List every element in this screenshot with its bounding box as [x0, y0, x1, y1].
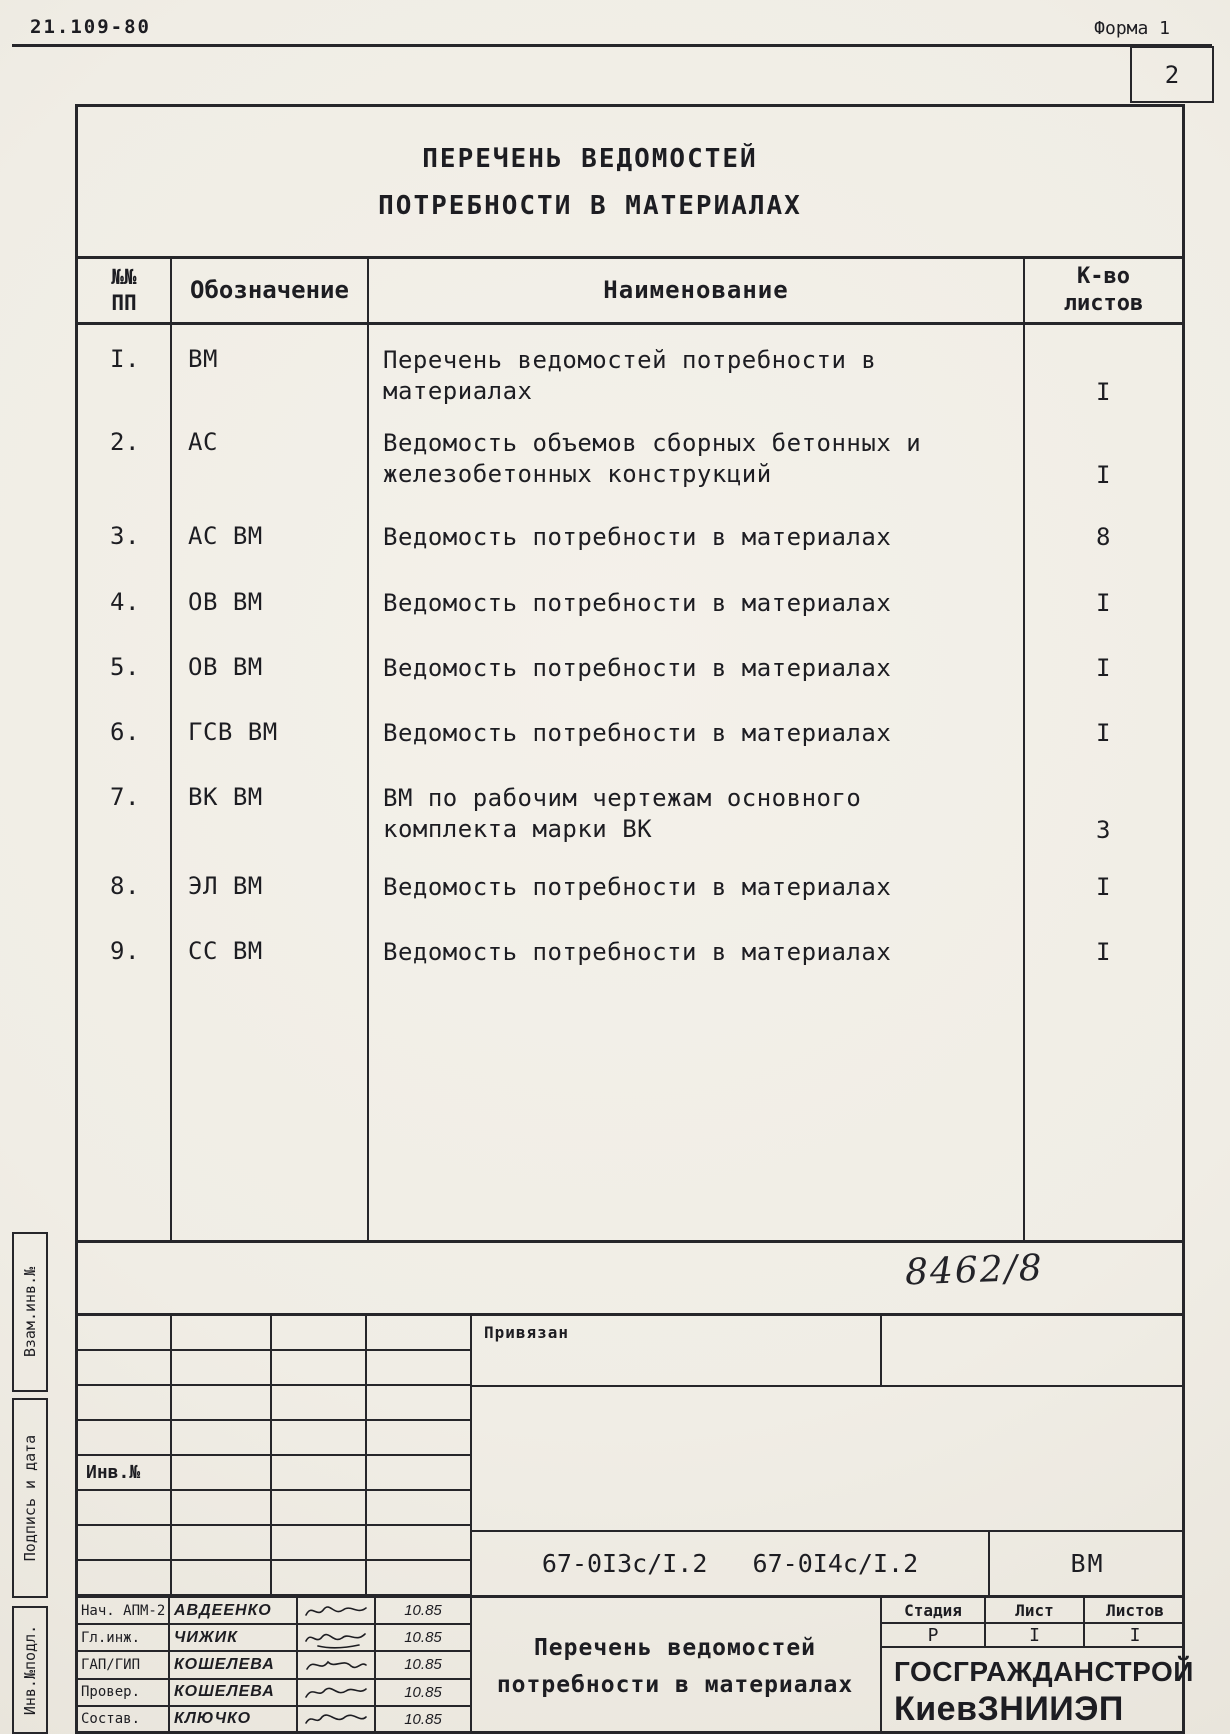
table-row	[78, 718, 1182, 749]
cell-name: Ведомость объемов сборных бетонных и железобетонных конструкций	[383, 429, 922, 488]
cell-count: I	[1096, 589, 1111, 618]
signature-scribble-icon	[298, 1625, 376, 1652]
signature-date: 10.85	[376, 1598, 470, 1625]
signature-date: 10.85	[376, 1652, 470, 1679]
cell-count: I	[1096, 938, 1111, 967]
table-row	[78, 588, 1182, 619]
table-row	[78, 522, 1182, 553]
cell-count: I	[1096, 873, 1111, 902]
table-row	[78, 937, 1182, 968]
cell-name: Ведомость потребности в материалах	[383, 873, 892, 901]
signature-role: ГАП/ГИП	[78, 1652, 170, 1679]
signature-scribble-icon	[298, 1598, 376, 1625]
cell-count: I	[1096, 719, 1111, 748]
cell-name: ВМ по рабочим чертежам основного комплекта марки ВК	[383, 784, 862, 843]
cell-designation: АС	[188, 428, 218, 456]
column-header-name: Наименование	[369, 259, 1025, 322]
cell-name: Перечень ведомостей потребности в материалах	[383, 346, 877, 405]
side-box-vzam-inv	[12, 1232, 48, 1392]
signature-date: 10.85	[376, 1680, 470, 1707]
cell-count: I	[1096, 378, 1111, 407]
table-row	[78, 872, 1182, 903]
column-header-num-line2: ПП	[111, 290, 137, 315]
column-header-num-line1: №№	[111, 265, 137, 290]
column-header-count	[1025, 259, 1182, 322]
table-row	[78, 783, 1182, 844]
cell-num: I.	[110, 345, 140, 373]
cell-name: Ведомость потребности в материалах	[383, 938, 892, 966]
cell-name: Ведомость потребности в материалах	[383, 719, 892, 747]
grid-line	[270, 1316, 272, 1595]
signature-name: КЛЮЧКО	[170, 1707, 298, 1734]
cell-designation: ВК ВМ	[188, 783, 263, 811]
sheet-column-header: Лист	[986, 1598, 1085, 1624]
signature-name: ЧИЖИК	[170, 1625, 298, 1652]
table-header-row	[78, 256, 1182, 325]
privyazan-cell	[472, 1316, 880, 1385]
doc-numbers: 67-0I3с/I.2 67-0I4с/I.2	[472, 1532, 990, 1595]
signature-role: Провер.	[78, 1680, 170, 1707]
side-label-vzam-inv: Взам.инв.№	[21, 1266, 39, 1358]
stamp-left-grid	[78, 1316, 470, 1595]
signature-scribble-icon	[298, 1707, 376, 1734]
privyazan-label: Привязан	[484, 1323, 570, 1342]
cell-designation: ГСВ ВМ	[188, 718, 278, 746]
stamp-document-title	[472, 1598, 878, 1734]
organization-name-line1: ГОСГРАЖДАНСТРОЙ	[894, 1656, 1194, 1687]
cell-count: 8	[1096, 523, 1111, 552]
column-header-designation: Обозначение	[172, 259, 369, 322]
cell-num: 2.	[110, 428, 140, 456]
doc-mark: ВМ	[1070, 1549, 1105, 1578]
side-box-podpis-data	[12, 1398, 48, 1598]
side-label-inv-podl: Инв.№подл.	[21, 1624, 39, 1716]
cell-num: 8.	[110, 872, 140, 900]
organization-name-line2: КиевЗНИИЭП	[894, 1690, 1124, 1728]
column-header-count-line1: К-во	[1077, 264, 1130, 290]
stage-column-header: Стадия	[882, 1598, 986, 1624]
cell-num: 7.	[110, 783, 140, 811]
table-row	[78, 653, 1182, 684]
grid-line	[170, 1316, 172, 1595]
grid-line	[365, 1316, 367, 1595]
table-row	[78, 345, 1182, 406]
signature-role: Нач. АПМ-2	[78, 1598, 170, 1625]
cell-designation: ОВ ВМ	[188, 653, 263, 681]
cell-name: Ведомость потребности в материалах	[383, 589, 892, 617]
signature-date: 10.85	[376, 1707, 470, 1734]
signature-role: Состав.	[78, 1707, 170, 1734]
cell-count: I	[1096, 461, 1111, 490]
top-rule	[12, 44, 1212, 47]
side-label-podpis-data: Подпись и дата	[21, 1434, 39, 1562]
signature-scribble-icon	[298, 1652, 376, 1679]
document-title-line2: ПОТРЕБНОСТИ В МАТЕРИАЛАХ	[378, 191, 802, 221]
stamp-horizontal-line	[472, 1385, 1185, 1387]
sheet-value: I	[986, 1624, 1085, 1648]
order-number-handwritten: 8462/8	[904, 1247, 1045, 1294]
signature-date: 10.85	[376, 1625, 470, 1652]
table-row	[78, 428, 1182, 489]
stamp-title-line1: Перечень ведомостей	[533, 1634, 817, 1661]
column-header-num	[78, 259, 172, 322]
document-title-line1: ПЕРЕЧЕНЬ ВЕДОМОСТЕЙ	[422, 144, 758, 174]
organization-block	[882, 1648, 1194, 1729]
doc-number-row	[472, 1532, 1185, 1595]
cell-designation: ВМ	[188, 345, 218, 373]
stage-header-row	[882, 1598, 1185, 1624]
signature-scribble-icon	[298, 1680, 376, 1707]
cell-name: Ведомость потребности в материалах	[383, 523, 892, 551]
signature-name: АВДЕЕНКО	[170, 1598, 298, 1625]
sheets-value: I	[1085, 1624, 1185, 1648]
cell-designation: ОВ ВМ	[188, 588, 263, 616]
document-title	[78, 144, 1182, 221]
signature-name: КОШЕЛЕВА	[170, 1680, 298, 1707]
inventory-number-label: Инв.№	[86, 1462, 141, 1483]
stamp-vertical-line	[880, 1313, 882, 1387]
cell-count: I	[1096, 654, 1111, 683]
cell-num: 5.	[110, 653, 140, 681]
form-label: Форма 1	[1094, 18, 1170, 39]
cell-designation: ЭЛ ВМ	[188, 872, 263, 900]
signature-name: КОШЕЛЕВА	[170, 1652, 298, 1679]
cell-count: 3	[1096, 816, 1111, 845]
series-code: 21.109-80	[30, 16, 151, 38]
cell-num: 4.	[110, 588, 140, 616]
cell-num: 9.	[110, 937, 140, 965]
sheets-column-header: Листов	[1085, 1598, 1185, 1624]
stage-value: Р	[882, 1624, 986, 1648]
signature-table	[78, 1598, 470, 1734]
cell-name: Ведомость потребности в материалах	[383, 654, 892, 682]
cell-designation: АС ВМ	[188, 522, 263, 550]
stage-sheet-table	[880, 1598, 1194, 1734]
signature-role: Гл.инж.	[78, 1625, 170, 1652]
cell-num: 3.	[110, 522, 140, 550]
column-header-count-line2: листов	[1063, 290, 1144, 316]
cell-num: 6.	[110, 718, 140, 746]
sheet-number-box	[1130, 46, 1214, 103]
cell-designation: СС ВМ	[188, 937, 263, 965]
side-box-inv-podl	[12, 1606, 48, 1734]
stage-values-row	[882, 1624, 1185, 1648]
table-body	[78, 325, 1182, 1243]
stamp-title-line2: потребности в материалах	[496, 1671, 854, 1698]
sheet-number: 2	[1164, 60, 1180, 89]
